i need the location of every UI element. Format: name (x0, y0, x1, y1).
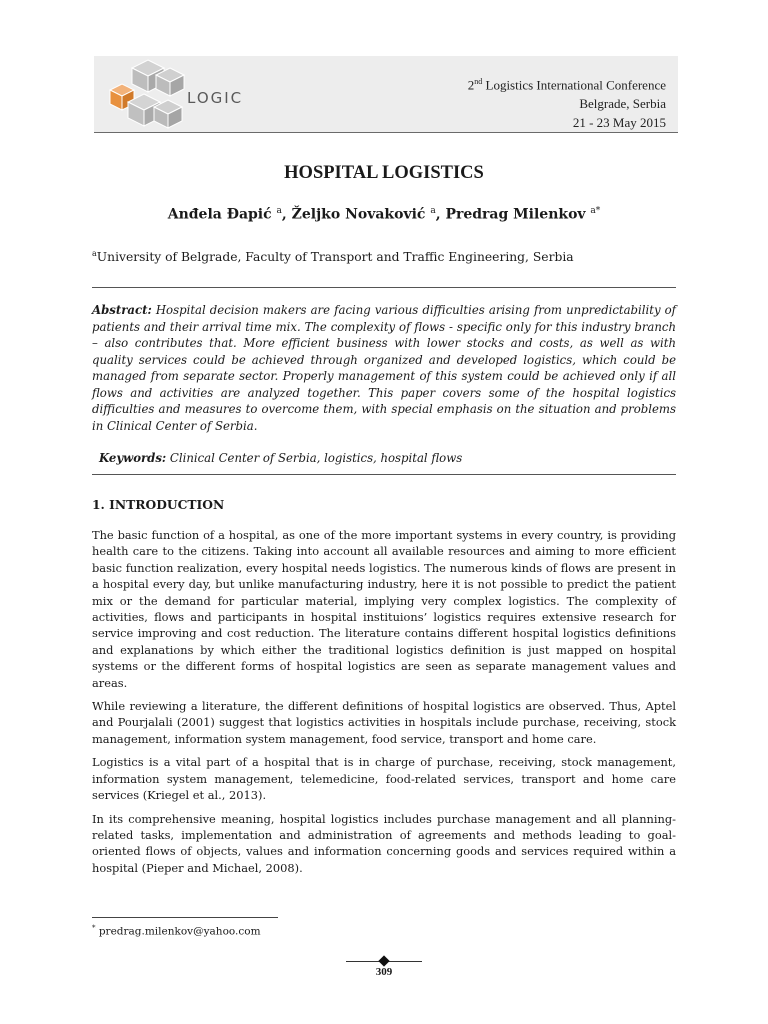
affiliation: $^a$University of Belgrade, Faculty of Transport and Traffic Engineering, Serbia (92, 249, 574, 265)
author-list: Anđela Đapić $^a$, Željko Novaković $^a$, Predrag Milenkov $^{a*}$ (167, 206, 601, 223)
footnote-email: predrag.milenkov@yahoo.com (95, 925, 261, 938)
paper-title: HOSPITAL LOGISTICS (284, 163, 484, 183)
author-name: Željko Novaković (291, 206, 431, 223)
keywords-text: Clinical Center of Serbia, logistics, hospital flows (166, 451, 463, 465)
page-number: 309 (375, 966, 393, 978)
footnote: * predrag.milenkov@yahoo.com (92, 924, 261, 938)
conference-info (468, 72, 666, 132)
author-mark: a (430, 206, 436, 216)
paragraph: While reviewing a literature, the different definitions of hospital logistics are observed. Thus, Aptel and Pourjalali (2001) suggest that logistics activities in hospitals include purchase, receiving, stock management, information system management, food service, transport and home care. (92, 699, 676, 746)
abstract-text: Hospital decision makers are facing various difficulties arising from unpredictability of patients and their arrival time mix. The complexity of flows - specific only for this industry branch – also contributes that. More efficient business with lower stocks and costs, as well as with quality services could be achieved through organized and developed logistics, which could be managed from separate sector. Properly management of this system could be achieved only if all flows and activities are analyzed together. This paper covers some of the hospital logistics difficulties and measures to overcome them, with special emphasis on the situation and problems in Clinical Center of Serbia. (92, 303, 676, 433)
author-name: Anđela Đapić (167, 206, 277, 223)
paragraph: In its comprehensive meaning, hospital logistics includes purchase management and all planning-related tasks, implementation and administration of agreements and methods leading to goal-oriented flows of objects, values and information concerning goods and services required within a hospital (Pieper and Michael, 2008). (92, 811, 676, 875)
divider-top (92, 287, 676, 288)
keywords-label: Keywords: (99, 451, 167, 465)
conference-location: Belgrade, Serbia (579, 96, 666, 112)
divider-bottom (92, 474, 676, 475)
abstract-label: Abstract: (92, 303, 152, 317)
footnote-divider (92, 917, 278, 918)
abstract (92, 302, 676, 434)
section-heading: 1. INTRODUCTION (92, 497, 225, 512)
author-mark: a* (590, 206, 601, 216)
author-name: Predrag Milenkov (445, 206, 591, 223)
body-text (92, 527, 676, 883)
paragraph: The basic function of a hospital, as one of the more important systems in every country, is providing health care to the citizens. Taking into account all available resources and aiming to more efficient basic function realization, every hospital needs logistics. The numerous kinds of flows are present in a hospital every day, but unlike manufacturing industry, here it is not possible to predict the patient mix or the demand for particular material, implying very complex logistics. The complexity of activities, flows and participants in hospital instituions’ logistics requires extensive research for service improving and cost reduction. The literature contains different hospital logistics definitions and explanations by which either the traditional logistics definition is just mapped on hospital systems or the different forms of hospital logistics are seen as separate management values and areas. (92, 528, 676, 690)
conference-title: 2nd Logistics International Conference (467, 77, 666, 93)
conference-banner (94, 56, 678, 133)
keywords (99, 451, 462, 465)
logo-text: LOGIC (187, 89, 244, 107)
conference-dates: 21 - 23 May 2015 (572, 115, 666, 131)
diamond-icon (378, 955, 389, 966)
author-mark: a (276, 206, 282, 216)
logic-cube-logo (106, 58, 188, 132)
paragraph: Logistics is a vital part of a hospital that is in charge of purchase, receiving, stock management, information system management, telemedicine, food-related services, transport and home care services (Kriegel et al., 2013). (92, 755, 676, 803)
